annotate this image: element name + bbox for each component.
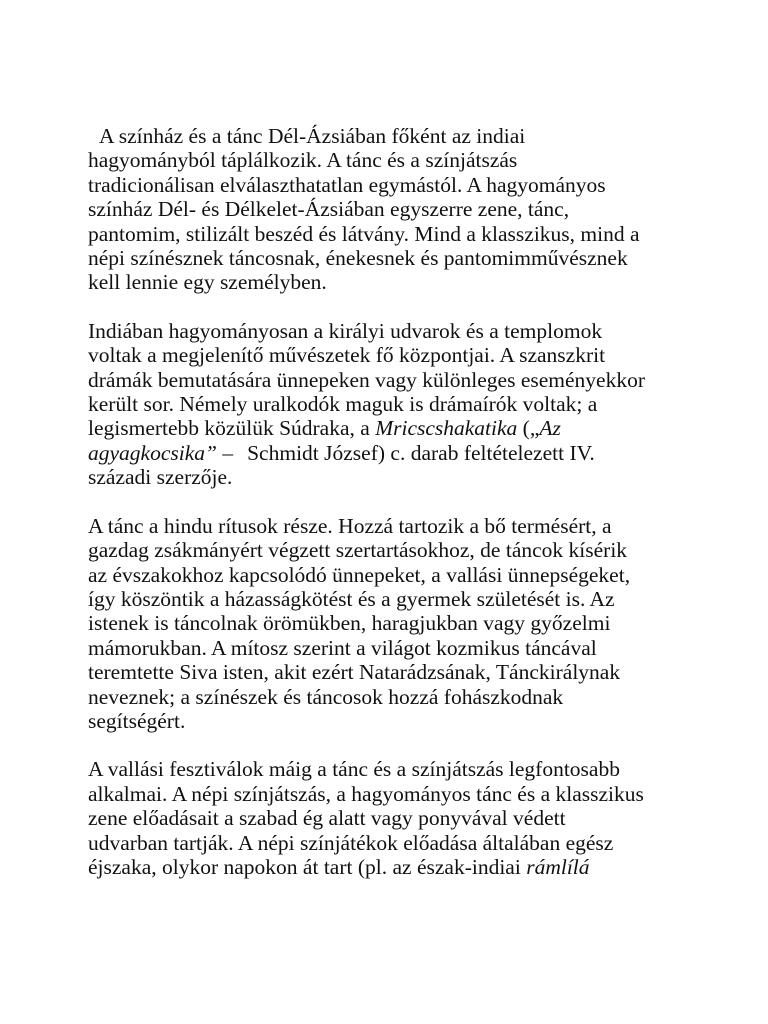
text-run: legismertebb közülük Súdraka, a	[88, 416, 376, 441]
text-line: zene előadásait a szabad ég alatt vagy ponyvával védett	[88, 806, 566, 831]
document-page	[88, 124, 688, 903]
text-line: került sor. Némely uralkodók maguk is drámaírók voltak; a	[88, 392, 598, 417]
text-line: udvarban tartják. A népi színjátékok előadása általában egész	[88, 830, 614, 855]
text-run: éjszaka, olykor napokon át tart (pl. az észak-indiai	[88, 854, 527, 879]
text-line: tradicionálisan elválaszthatatlan egymástól. A hagyományos	[88, 172, 606, 197]
text-line: A tánc a hindu rítusok része. Hozzá tartozik a bő termésért, a	[88, 513, 612, 538]
paragraph-2	[88, 319, 688, 490]
italic-title: rámlílá	[526, 854, 590, 879]
paragraph-4	[88, 757, 688, 879]
text-line	[88, 416, 688, 440]
paragraph-3	[88, 514, 688, 734]
text-line: neveznek; a színészek és táncosok hozzá fohászkodnak	[88, 684, 564, 709]
text-line: kell lennie egy személyben.	[88, 270, 327, 295]
text-line: pantomim, stilizált beszéd és látvány. Mind a klasszikus, mind a	[88, 221, 640, 246]
text-run: –	[216, 440, 234, 465]
text-line: A színház és a tánc Dél-Ázsiában főként az indiai	[99, 124, 526, 148]
text-line: népi színésznek táncosnak, énekesnek és pantomimművésznek	[88, 246, 628, 271]
text-line: gazdag zsákmányért végzett szertartásokhoz, de táncok kísérik	[88, 538, 628, 563]
text-line: A vallási fesztiválok máig a tánc és a színjátszás legfontosabb	[88, 757, 620, 782]
italic-title: Mricscshakatika	[375, 416, 518, 441]
italic-title: Az	[539, 416, 561, 441]
italic-title: agyagkocsika”	[88, 440, 217, 465]
text-line: istenek is táncolnak örömükben, haragjukban vagy győzelmi	[88, 611, 611, 636]
text-run: Schmidt József) c. darab feltételezett IV.	[247, 440, 595, 465]
text-line: mámorukban. A mítosz szerint a világot kozmikus táncával	[88, 635, 597, 660]
text-line: teremtette Siva isten, akit ezért Natarádzsának, Tánckirálynak	[88, 660, 621, 685]
text-line: voltak a megjelenítő művészetek fő központjai. A szanszkrit	[88, 343, 606, 368]
paragraph-1	[88, 124, 688, 295]
text-line: alkalmai. A népi színjátszás, a hagyományos tánc és a klasszikus	[88, 781, 644, 806]
text-line: drámák bemutatására ünnepeken vagy különleges eseményekkor	[88, 367, 645, 392]
text-line: hagyományból táplálkozik. A tánc és a színjátszás	[88, 148, 518, 173]
text-line: segítségért.	[88, 708, 186, 733]
text-line: színház Dél- és Délkelet-Ázsiában egyszerre zene, tánc,	[88, 197, 570, 222]
text-line	[88, 441, 688, 465]
text-line: az évszakokhoz kapcsolódó ünnepeket, a vallási ünnepségeket,	[88, 562, 631, 587]
text-line: századi szerzője.	[88, 465, 233, 490]
text-line: Indiában hagyományosan a királyi udvarok és a templomok	[88, 318, 603, 343]
text-run: („	[517, 416, 540, 441]
text-line	[88, 855, 688, 879]
text-line: így köszöntik a házasságkötést és a gyermek születését is. Az	[88, 586, 615, 611]
